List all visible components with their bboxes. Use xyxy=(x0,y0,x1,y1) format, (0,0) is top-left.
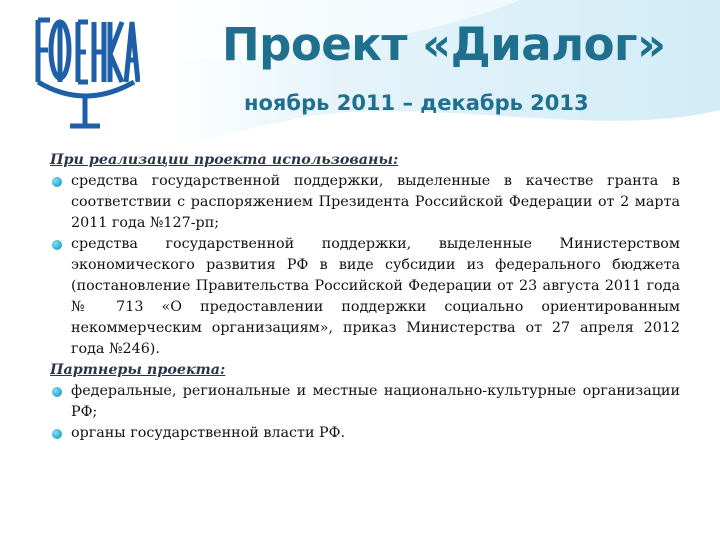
list-item-text: органы государственной власти РФ. xyxy=(71,425,346,441)
list-item-text: средства государственной поддержки, выделенные в качестве гранта в соответствии с распоряжением Президента Российской Федерации от 2 марта 2011 года №127-рп; xyxy=(71,173,680,231)
slide-content xyxy=(50,150,680,444)
list-item xyxy=(50,171,680,234)
list-item-text: федеральные, региональные и местные национально-культурные организации РФ; xyxy=(71,383,680,420)
funding-list xyxy=(50,171,680,360)
page-title: Проект «Диалог» xyxy=(222,18,666,71)
list-item xyxy=(50,381,680,423)
fenka-logo xyxy=(30,12,140,132)
list-item xyxy=(50,423,680,444)
list-item xyxy=(50,234,680,360)
partners-list xyxy=(50,381,680,444)
section-heading-funding: При реализации проекта использованы: xyxy=(50,152,399,168)
list-item-text: средства государственной поддержки, выделенные Министерством экономического развития РФ в виде субсидии из федерального бюджета (постановление Правительства Российской Федерации от 23 августа 2011 года № 713 «О предоставлении поддержки социально ориентированным некоммерческим организациям», приказ Министерства от 27 апреля 2012 года №246). xyxy=(71,236,680,357)
page-subtitle: ноябрь 2011 – декабрь 2013 xyxy=(244,91,589,115)
section-heading-partners: Партнеры проекта: xyxy=(50,362,226,378)
